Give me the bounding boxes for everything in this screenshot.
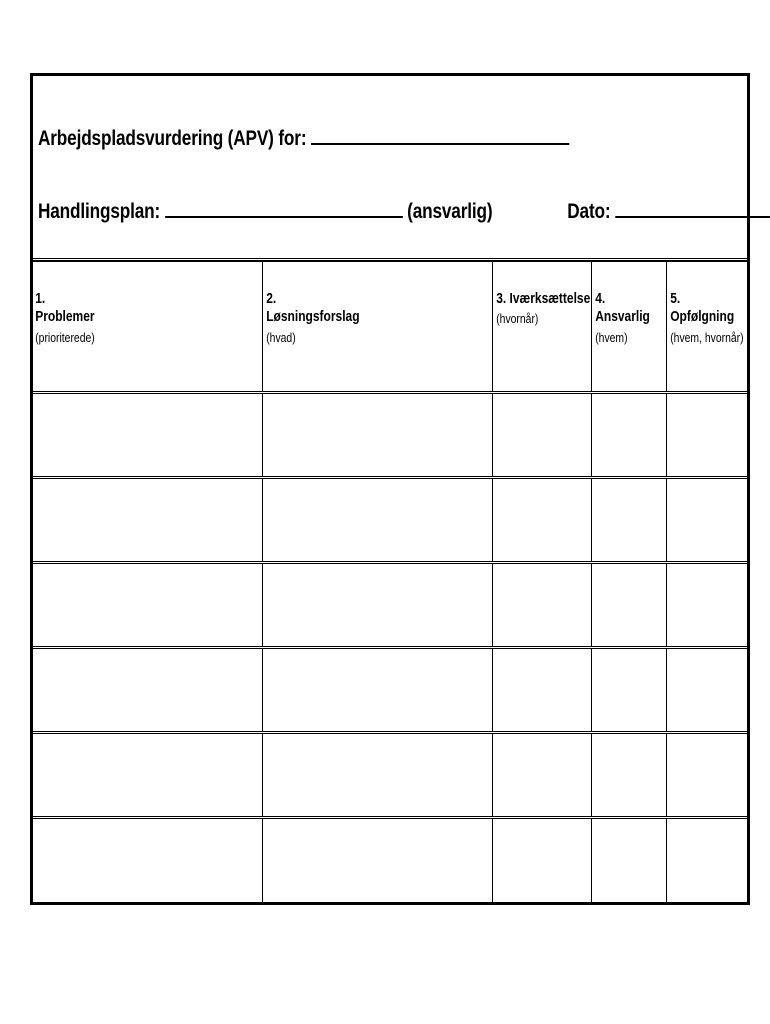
table-cell[interactable] (666, 393, 748, 478)
column-subtitle: (hvem, hvornår) (669, 330, 744, 345)
column-title: Ansvarlig (594, 308, 650, 325)
apv-form (30, 73, 750, 905)
table-cell[interactable] (591, 818, 666, 904)
column-header-loesningsforslag (262, 262, 492, 393)
table-cell[interactable] (492, 648, 591, 733)
table-cell[interactable] (666, 648, 748, 733)
table-row (32, 733, 748, 818)
table-cell[interactable] (262, 393, 492, 478)
table-cell[interactable] (591, 648, 666, 733)
table-row (32, 478, 748, 563)
table-cell[interactable] (262, 648, 492, 733)
table-cell[interactable] (591, 393, 666, 478)
column-number: 5. (669, 290, 680, 307)
column-number: 4. (594, 290, 605, 307)
table-cell[interactable] (492, 818, 591, 904)
apv-line (38, 123, 569, 151)
table-cell[interactable] (262, 478, 492, 563)
table-cell[interactable] (591, 733, 666, 818)
table-cell[interactable] (492, 393, 591, 478)
table-cell[interactable] (666, 563, 748, 648)
table-cell[interactable] (591, 478, 666, 563)
table-cell[interactable] (666, 478, 748, 563)
table-cell[interactable] (666, 818, 748, 904)
table-cell[interactable] (492, 563, 591, 648)
form-header (32, 75, 748, 261)
column-title: Problemer (35, 308, 95, 325)
table-cell[interactable] (262, 563, 492, 648)
handlingsplan-line (38, 196, 770, 224)
column-header-problemer (32, 262, 262, 393)
apv-for-field[interactable] (311, 123, 569, 145)
table-cell[interactable] (32, 818, 262, 904)
table-cell[interactable] (32, 478, 262, 563)
column-subtitle: (hvem) (594, 330, 628, 345)
table-row (32, 563, 748, 648)
table-cell[interactable] (591, 563, 666, 648)
column-subtitle: (hvornår) (495, 311, 538, 326)
table-row (32, 648, 748, 733)
table-cell[interactable] (32, 563, 262, 648)
apv-label: Arbejdspladsvurdering (APV) for: (38, 127, 307, 150)
table-row (32, 818, 748, 904)
handlingsplan-label: Handlingsplan: (38, 200, 161, 223)
table-cell[interactable] (492, 733, 591, 818)
table-row (32, 393, 748, 478)
table-cell[interactable] (32, 733, 262, 818)
column-number: 3. Iværksættelse (495, 290, 590, 307)
column-number: 1. (35, 290, 46, 307)
table-cell[interactable] (492, 478, 591, 563)
handlingsplan-field[interactable] (165, 196, 403, 218)
table-cell[interactable] (262, 733, 492, 818)
column-title: Opfølgning (669, 308, 734, 325)
table-cell[interactable] (32, 393, 262, 478)
dato-label: Dato: (567, 200, 611, 223)
table-header-row (32, 262, 748, 393)
dato-field[interactable] (615, 196, 770, 218)
table-cell[interactable] (262, 818, 492, 904)
column-subtitle: (hvad) (265, 330, 296, 345)
column-subtitle: (prioriterede) (35, 330, 95, 345)
column-number: 2. (265, 290, 276, 307)
action-plan-table (32, 261, 748, 903)
column-header-opfoelgning (666, 262, 748, 393)
column-header-ansvarlig (591, 262, 666, 393)
column-header-ivaerksaettelse (492, 262, 591, 393)
ansvarlig-label: (ansvarlig) (407, 200, 493, 223)
table-cell[interactable] (666, 733, 748, 818)
column-title: Løsningsforslag (265, 308, 360, 325)
table-cell[interactable] (32, 648, 262, 733)
